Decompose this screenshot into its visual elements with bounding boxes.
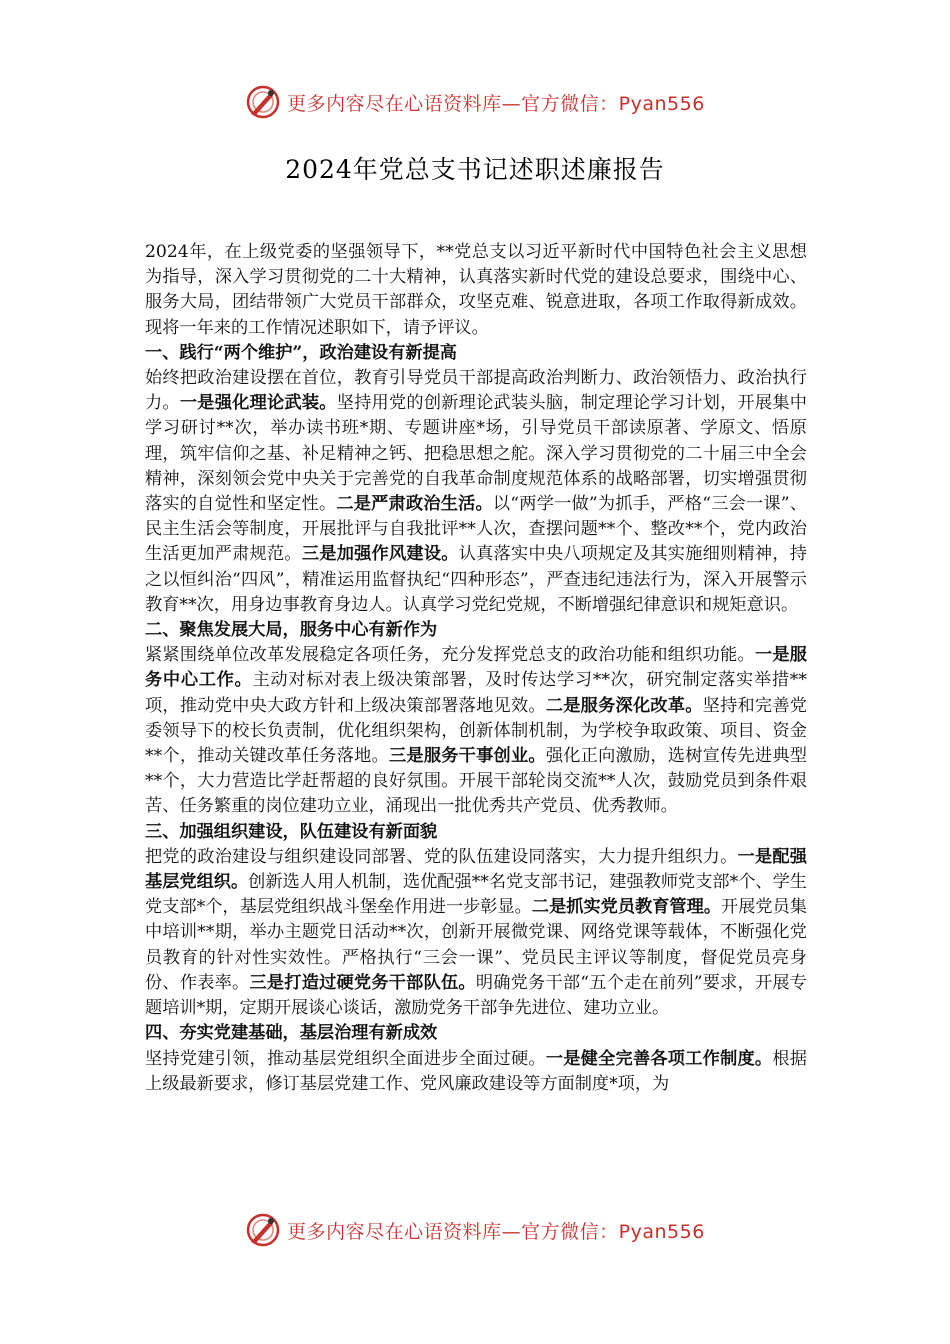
point-label: 一是配强基层党组织。	[145, 846, 807, 893]
point-text: 明确党务干部“五个走在前列”要求，开展专题培训*期，定期开展谈心谈话，激励党务干部争先进位、建功立业。	[145, 972, 807, 1019]
point-label: 二是严肃政治生活。	[336, 494, 493, 515]
point-text: 根据上级最新要求，修订基层党建工作、党风廉政建设等方面制度*项，为	[145, 1048, 807, 1094]
section-lead: 紧紧围绕单位改革发展稳定各项任务，充分发挥党总支的政治功能和组织功能。	[145, 645, 755, 666]
point-text: 以“两学一做”为抓手，严格“三会一课”、民主生活会等制度，开展批评与自我批评**人次，查摆问题**个、整改**个，党内政治生活更加严肃规范。	[145, 494, 807, 565]
section-heading: 二、聚焦发展大局，服务中心有新作为	[145, 620, 438, 641]
point-text: 坚持和完善党委领导下的校长负责制，优化组织架构，创新体制机制，为学校争取政策、项目、资金**个，推动关键改革任务落地。	[145, 695, 807, 767]
point-label: 三是加强作风建设。	[301, 544, 459, 565]
point-label: 三是打造过硬党务干部队伍。	[249, 972, 476, 993]
point-label: 二是抓实党员教育管理。	[531, 897, 722, 918]
watermark-text: 更多内容尽在心语资料库—官方微信：Pyan556	[287, 1220, 705, 1243]
section-heading: 四、夯实党建基础，基层治理有新成效	[145, 1023, 438, 1044]
document-title: 2024年党总支书记述职述廉报告	[285, 155, 665, 184]
intro-paragraph: 2024年，在上级党委的坚强领导下，**党总支以习近平新时代中国特色社会主义思想为指导，深入学习贯彻党的二十大精神，认真落实新时代党的建设总要求，围绕中心、服务大局，团结带领广大党员干部群众，攻坚克难、锐意进取，各项工作取得新成效。现将一年来的工作情况述职如下，请予评议。	[145, 242, 807, 338]
point-label: 一是强化理论武装。	[179, 393, 337, 414]
watermark-text: 更多内容尽在心语资料库—官方微信：Pyan556	[287, 92, 705, 115]
section-paragraph	[145, 845, 807, 1021]
watermark-banner-top	[0, 80, 950, 124]
point-text: 开展党员集中培训**期，举办主题党日活动**次，创新开展微党课、网络党课等载体，不断强化党员教育的针对性实效性。严格执行“三会一课”、党员民主评议等制度，督促党员亮身份、作表率。	[145, 897, 807, 993]
section-lead: 始终把政治建设摆在首位，教育引导党员干部提高政治判断力、政治领悟力、政治执行力。	[145, 368, 807, 414]
point-text: 创新选人用人机制，选优配强**名党支部书记，建强教师党支部*个、学生党支部*个，基层党组织战斗堡垒作用进一步彰显。	[145, 872, 807, 918]
logo-icon	[245, 84, 281, 120]
document-body	[145, 240, 807, 1097]
point-label: 一是服务中心工作。	[145, 645, 807, 691]
section-paragraph	[145, 1047, 807, 1097]
section-heading: 三、加强组织建设，队伍建设有新面貌	[145, 821, 438, 842]
section-heading: 一、践行“两个维护”，政治建设有新提高	[145, 342, 457, 363]
watermark-banner-bottom	[0, 1208, 950, 1252]
section-lead: 把党的政治建设与组织建设同部署、党的队伍建设同落实，大力提升组织力。	[145, 846, 738, 867]
section-lead: 坚持党建引领，推动基层党组织全面进步全面过硬。	[145, 1048, 546, 1069]
point-label: 一是健全完善各项工作制度。	[545, 1048, 773, 1069]
point-label: 三是服务干事创业。	[388, 746, 546, 767]
point-text: 认真落实中央八项规定及其实施细则精神，持之以恒纠治“四风”，精准运用监督执纪“四种形态”，严查违纪违法行为，深入开展警示教育**次，用身边事教育身边人。认真学习党纪党规，不断增强纪律意识和规矩意识。	[145, 544, 807, 615]
point-label: 二是服务深化改革。	[545, 695, 703, 716]
point-text: 强化正向激励，选树宣传先进典型**个，大力营造比学赶帮超的良好氛围。开展干部轮岗交流**人次，鼓励党员到条件艰苦、任务繁重的岗位建功立业，涌现出一批优秀共产党员、优秀教师。	[145, 746, 807, 817]
point-text: 主动对标对表上级决策部署，及时传达学习**次，研究制定落实举措**项，推动党中央大政方针和上级决策部署落地见效。	[145, 670, 807, 716]
point-text: 坚持用党的创新理论武装头脑，制定理论学习计划，开展集中学习研讨**次，举办读书班*期、专题讲座*场，引导党员干部读原著、学原文、悟原理，筑牢信仰之基、补足精神之钙、把稳思想之舵。深入学习贯彻党的二十届三中全会精神，深刻领会党中央关于完善党的自我革命制度规范体系的战略部署，切实增强贯彻落实的自觉性和坚定性。	[145, 393, 807, 515]
logo-icon	[245, 1212, 281, 1248]
section-paragraph	[145, 366, 807, 618]
section-paragraph	[145, 643, 807, 819]
